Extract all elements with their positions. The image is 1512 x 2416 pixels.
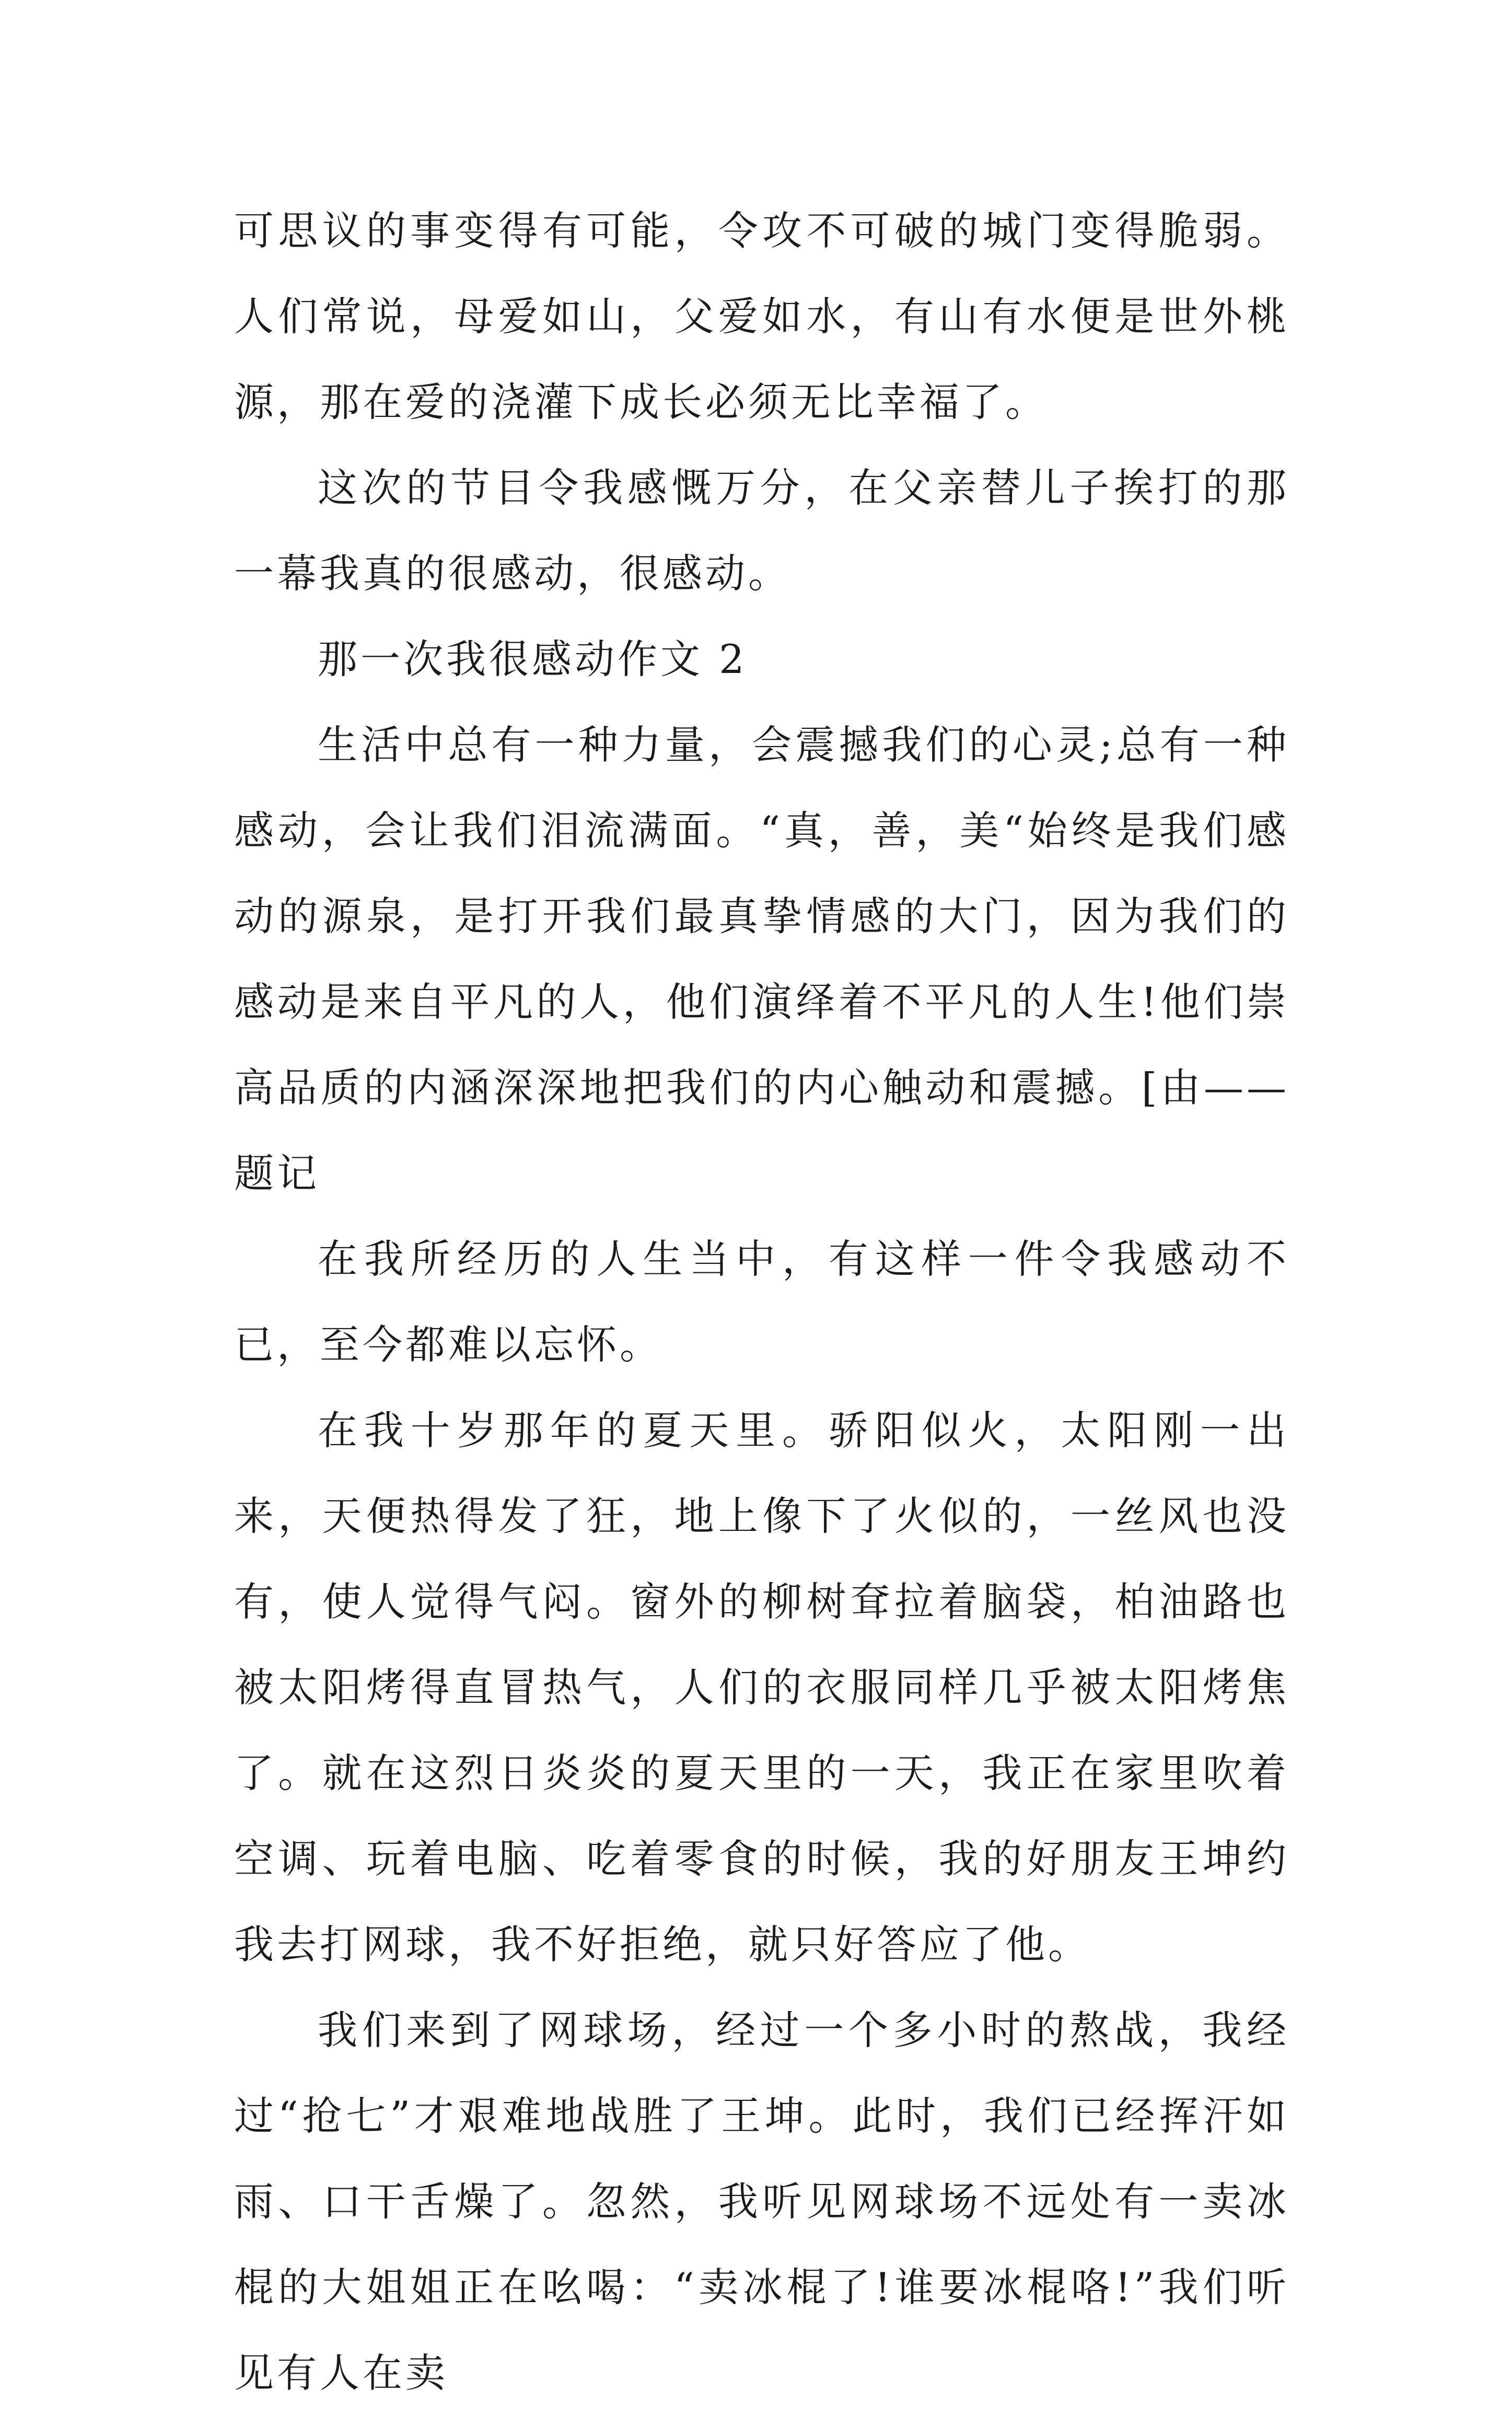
document-body xyxy=(234,188,1289,2416)
paragraph-summer-day: 在我十岁那年的夏天里。骄阳似火，太阳刚一出来，天便热得发了狂，地上像下了火似的，一丝风也没有，使人觉得气闷。窗外的柳树耷拉着脑袋，柏油路也被太阳烤得直冒热气，人们的衣服同样几乎被太阳烤焦了。就在这烈日炎炎的夏天里的一天，我正在家里吹着空调、玩着电脑、吃着零食的时候，我的好朋友王坤约我去打网球，我不好拒绝，就只好答应了他。 xyxy=(234,1407,1289,1968)
paragraph-epigraph: 生活中总有一种力量，会震撼我们的心灵;总有一种感动，会让我们泪流满面。“真，善，美“始终是我们感动的源泉，是打开我们最真挚情感的大门，因为我们的感动是来自平凡的人，他们演绎着不平凡的人生!他们崇高品质的内涵深深地把我们的内心触动和震撼。[由——题记 xyxy=(234,722,1289,1197)
paragraph-continuation: 可思议的事变得有可能，令攻不可破的城门变得脆弱。人们常说，母爱如山，父爱如水，有山有水便是世外桃源，那在爱的浇灌下成长必须无比幸福了。 xyxy=(234,207,1289,425)
paragraph-intro: 在我所经历的人生当中，有这样一件令我感动不已，至今都难以忘怀。 xyxy=(234,1236,1289,1368)
paragraph-program-reflection: 这次的节目令我感慨万分，在父亲替儿子挨打的那一幕我真的很感动，很感动。 xyxy=(234,464,1289,597)
essay-title: 那一次我很感动作文 2 xyxy=(318,636,748,682)
paragraph-tennis-court: 我们来到了网球场，经过一个多小时的熬战，我经过“抢七”才艰难地战胜了王坤。此时，我们已经挥汗如雨、口干舌燥了。忽然，我听见网球场不远处有一卖冰棍的大姐姐正在吆喝：“卖冰棍了!谁要冰棍咯!”我们听见有人在卖 xyxy=(234,2007,1289,2396)
